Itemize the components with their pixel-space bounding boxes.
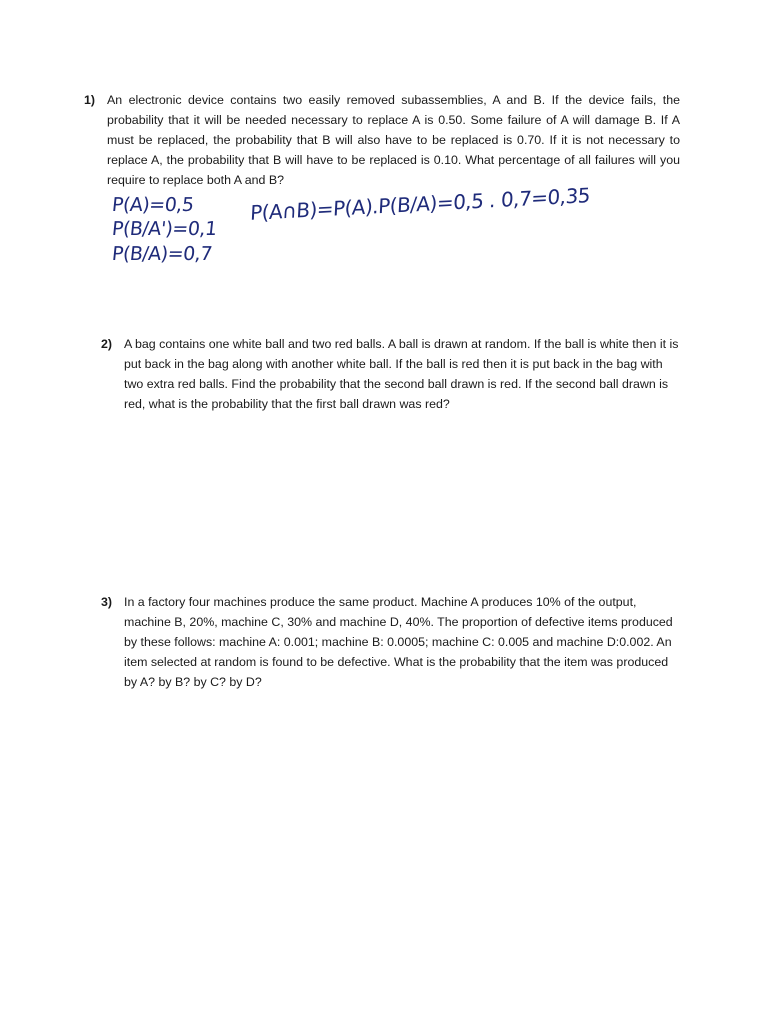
problem-number: 1) bbox=[84, 93, 96, 107]
problem-text: A bag contains one white ball and two red balls. A ball is drawn at random. If the ball is white then it is put back in the bag along with another white ball. If the ball is red then it is put back in the bag with two extra red balls. Find the probability that the second ball drawn is red. If the second ball drawn is red, what is the probability that the first ball drawn was red? bbox=[124, 337, 679, 411]
problem-text: An electronic device contains two easily removed subassemblies, A and B. If the device fails, the probability that it will be needed necessary to replace A is 0.50. Some failure of A will damage B. If A must be replaced, the probability that B will also have to be replaced is 0.70. If it is not necessary to replace A, the probability that B will have to be replaced is 0.10. What percentage of all failures will you require to replace both A and B? bbox=[107, 93, 680, 187]
handwritten-solution: P(A∩B)=P(A).P(B/A)=0,5 . 0,7=0,35 bbox=[249, 183, 591, 225]
problem-text: In a factory four machines produce the same product. Machine A produces 10% of the output, machine B, 20%, machine C, 30% and machine D, 40%. The proportion of defective items produced by these follows: machine A: 0.001; machine B: 0.0005; machine C: 0.005 and machine D:0.002. An item selected at random is found to be defective. What is the probability that the item was produced by A? by B? by C? by D? bbox=[124, 595, 673, 689]
handwritten-given-3: P(B/A)=0,7 bbox=[110, 243, 214, 265]
problem-1 bbox=[84, 90, 680, 190]
problem-3 bbox=[101, 592, 679, 692]
problem-number: 2) bbox=[101, 337, 113, 351]
handwritten-given-2: P(B/A')=0,1 bbox=[110, 218, 218, 240]
handwritten-given-1: P(A)=0,5 bbox=[110, 194, 195, 216]
problem-2 bbox=[101, 334, 679, 414]
problem-number: 3) bbox=[101, 595, 113, 609]
